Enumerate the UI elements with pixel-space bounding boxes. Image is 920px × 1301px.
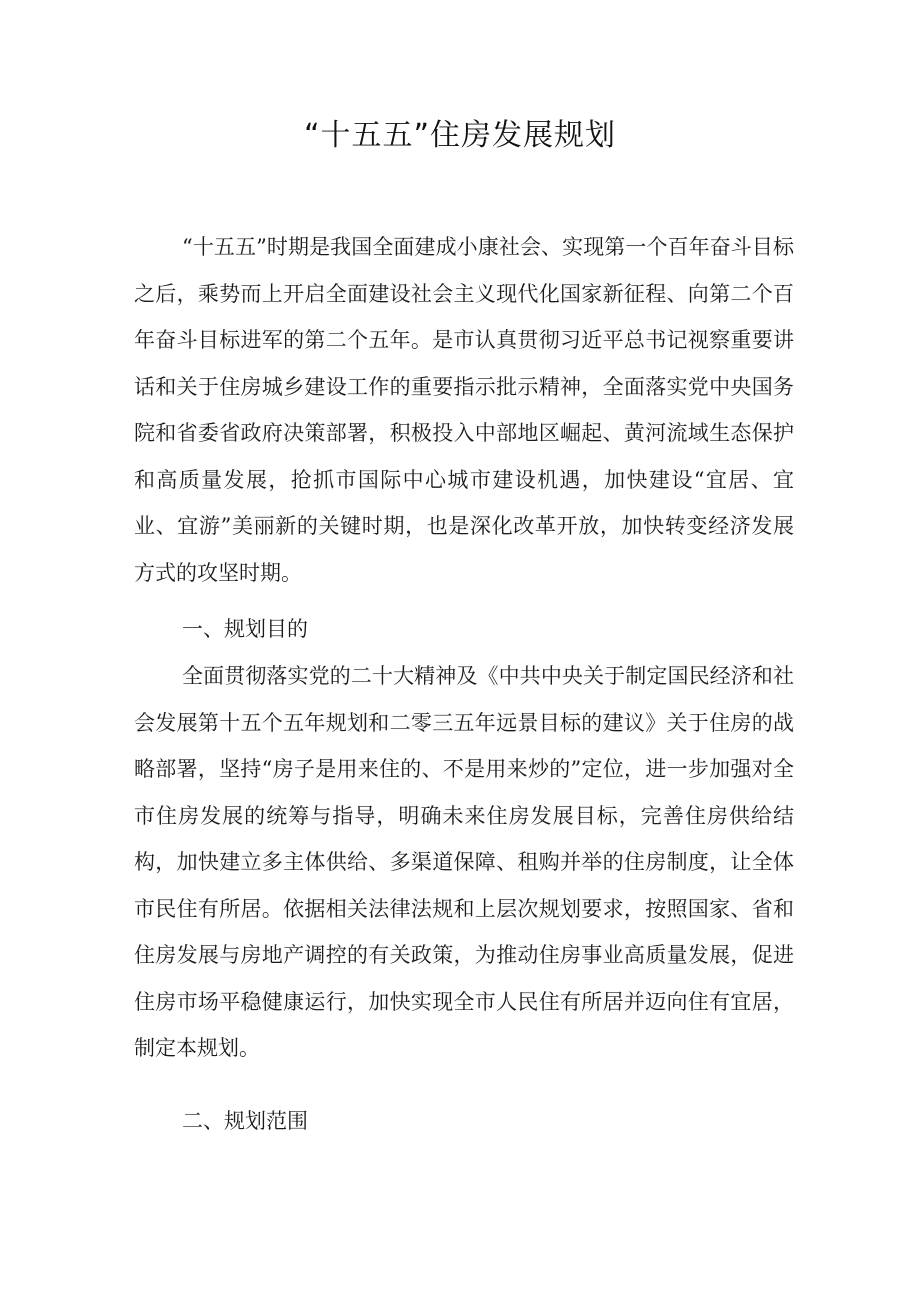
section-2-heading: 二、规划范围 bbox=[182, 1109, 308, 1133]
document-title: “十五五”住房发展规划 bbox=[303, 118, 617, 153]
section-1-paragraph: 全面贯彻落实党的二十大精神及《中共中央关于制定国民经济和社会发展第十五个五年规划和二零三五年远景目标的建议》关于住房的战略部署，坚持“房子是用来住的、不是用来炒的”定位，进一步加强对全市住房发展的统筹与指导，明确未来住房发展目标，完善住房供给结构，加快建立多主体供给、多渠道保障、租购并举的住房制度，让全体市民住有所居。依据相关法律法规和上层次规划要求，按照国家、省和住房发展与房地产调控的有关政策，为推动住房事业高质量发展，促进住房市场平稳健康运行，加快实现全市人民住有所居并迈向住有宜居，制定本规划。 bbox=[134, 664, 794, 1060]
section-1-heading: 一、规划目的 bbox=[182, 617, 308, 641]
intro-paragraph: “十五五”时期是我国全面建成小康社会、实现第一个百年奋斗目标之后，乘势而上开启全面建设社会主义现代化国家新征程、向第二个百年奋斗目标进军的第二个五年。是市认真贯彻习近平总书记视察重要讲话和关于住房城乡建设工作的重要指示批示精神，全面落实党中央国务院和省委省政府决策部署，积极投入中部地区崛起、黄河流域生态保护和高质量发展，抢抓市国际中心城市建设机遇，加快建设“宜居、宜业、宜游”美丽新的关键时期，也是深化改革开放，加快转变经济发展方式的攻坚时期。 bbox=[134, 235, 794, 585]
